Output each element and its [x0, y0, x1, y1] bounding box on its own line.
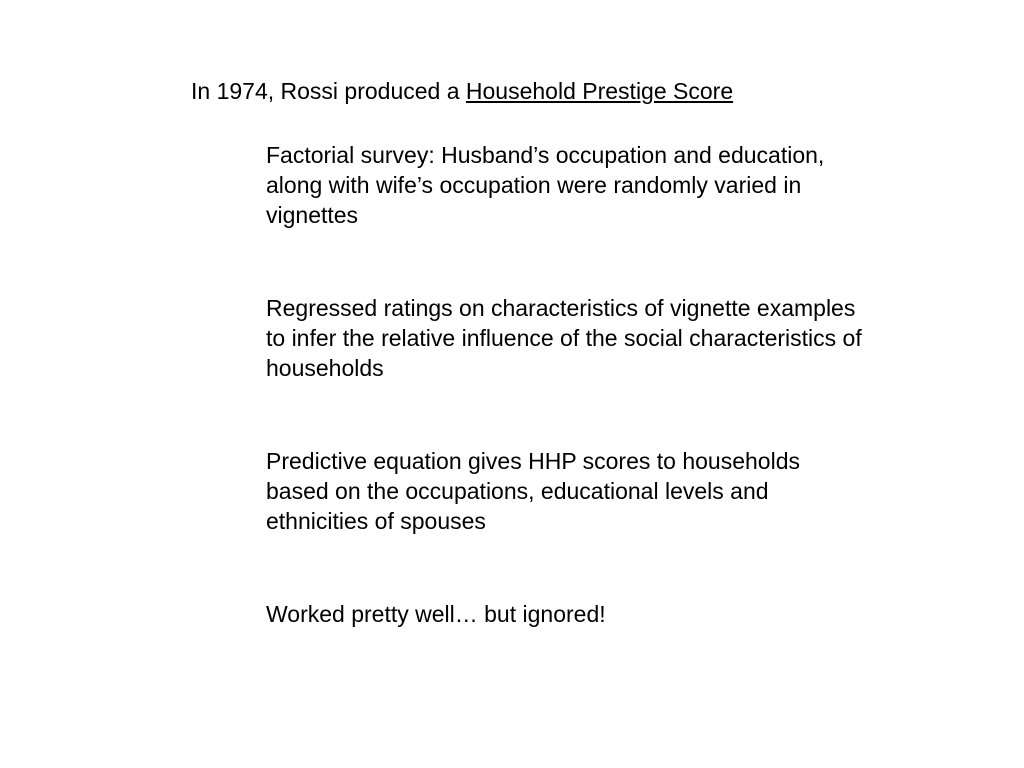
slide-headline — [191, 76, 733, 106]
paragraph-conclusion: Worked pretty well… but ignored! — [266, 601, 606, 627]
paragraph-predictive-equation: Predictive equation gives HHP scores to households based on the occupations, educational levels and ethnicities of spouses — [266, 448, 800, 534]
headline-underlined-term: Household Prestige Score — [465, 78, 734, 104]
paragraph-regressed-ratings: Regressed ratings on characteristics of vignette examples to infer the relative influence of the social characteristics of households — [266, 295, 862, 381]
paragraph-factorial-survey: Factorial survey: Husband’s occupation and education, along with wife’s occupation were randomly varied in vignettes — [266, 142, 825, 228]
headline-prefix: In 1974, Rossi produced a — [191, 78, 466, 104]
